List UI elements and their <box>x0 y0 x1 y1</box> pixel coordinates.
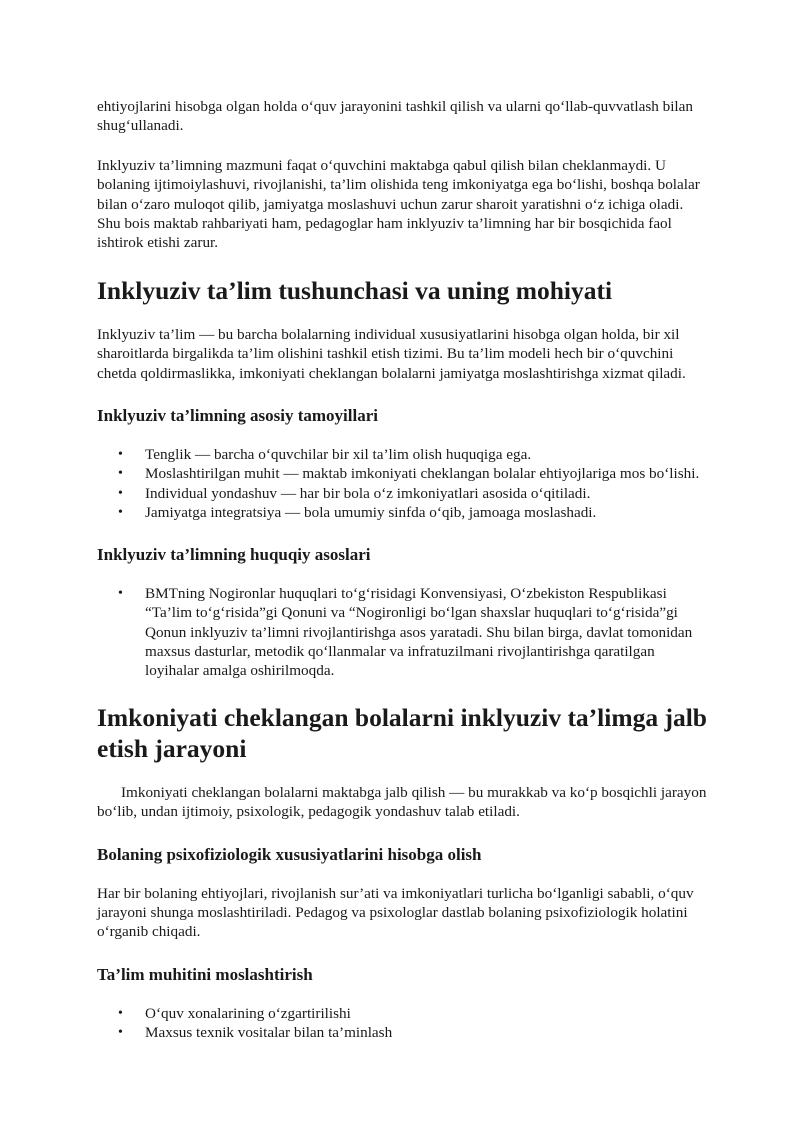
list-item: • Individual yondashuv — har bir bola o‘z imkoniyatlari asosida o‘qitiladi. <box>97 484 707 503</box>
section-2-heading: Imkoniyati cheklangan bolalarni inklyuziv ta’limga jalb etish jarayoni <box>97 702 707 763</box>
list-item: • Moslashtirilgan muhit — maktab imkoniyati cheklangan bolalar ehtiyojlariga mos bo‘lishi. <box>97 464 707 483</box>
environment-heading: Ta’lim muhitini moslashtirish <box>97 964 313 984</box>
principles-list <box>97 445 707 523</box>
intro-paragraph-2: Inklyuziv ta’limning mazmuni faqat o‘quvchini maktabga qabul qilish bilan cheklanmaydi. U bolaning ijtimoiylashuvi, rivojlanishi, ta’lim olishida teng imkoniyatga ega bo‘lishi, boshqa bolalar bilan o‘zaro muloqot qilib, jamiyatga moslashuvi uchun zarur sharoit yaratishni o‘z ichiga oladi. Shu bois maktab rahbariyati ham, pedagoglar ham inklyuziv ta’limning har bir bosqichida faol ishtirok etishi zarur. <box>97 156 700 252</box>
list-item: • BMTning Nogironlar huquqlari to‘g‘risidagi Konvensiyasi, O‘zbekiston Respublikasi “Ta’lim to‘g‘risida”gi Qonuni va “Nogironligi bo‘lgan shaxslar huquqlari to‘g‘risida”gi Qonun inklyuziv ta’limni rivojlantirishga asos yaratadi. Shu bilan birga, davlat tomonidan maxsus dasturlar, metodik qo‘llanmalar va infratuzilmani rivojlantirishga qaratilgan loyihalar amalga oshirilmoqda. <box>97 584 707 681</box>
psychophysiology-heading: Bolaning psixofiziologik xususiyatlarini hisobga olish <box>97 844 482 864</box>
list-item: • Tenglik — barcha o‘quvchilar bir xil ta’lim olish huquqiga ega. <box>97 445 707 464</box>
list-item: • Maxsus texnik vositalar bilan ta’minlash <box>97 1023 707 1042</box>
section-1-paragraph: Inklyuziv ta’lim — bu barcha bolalarning individual xususiyatlarini hisobga olgan holda, bir xil sharoitlarda birgalikda ta’lim olishini tashkil etish tizimi. Bu ta’lim modeli hech bir o‘quvchini chetda qoldirmaslikka, imkoniyati cheklangan bolalarni jamiyatga moslashtirishga xizmat qiladi. <box>97 325 686 382</box>
psychophysiology-paragraph: Har bir bolaning ehtiyojlari, rivojlanish sur’ati va imkoniyatlari turlicha bo‘lganligi sababli, o‘quv jarayoni shunga moslashtiriladi. Pedagog va psixologlar dastlab bolaning psixofiziologik holatini o‘rganib chiqadi. <box>97 884 694 941</box>
intro-paragraph-1: ehtiyojlarini hisobga olgan holda o‘quv jarayonini tashkil qilish va ularni qo‘llab-quvvatlash bilan shug‘ullanadi. <box>97 98 693 135</box>
list-item: • Jamiyatga integratsiya — bola umumiy sinfda o‘qib, jamoaga moslashadi. <box>97 503 707 522</box>
legal-basis-list <box>97 584 707 681</box>
legal-basis-heading: Inklyuziv ta’limning huquqiy asoslari <box>97 544 371 564</box>
principles-heading: Inklyuziv ta’limning asosiy tamoyillari <box>97 406 378 426</box>
section-1-heading: Inklyuziv ta’lim tushunchasi va uning mohiyati <box>97 275 613 305</box>
list-item: • O‘quv xonalarining o‘zgartirilishi <box>97 1004 707 1023</box>
environment-list <box>97 1004 707 1043</box>
section-2-paragraph: Imkoniyati cheklangan bolalarni maktabga jalb qilish — bu murakkab va ko‘p bosqichli jarayon bo‘lib, undan ijtimoiy, psixologik, pedagogik yondashuv talab etiladi. <box>97 783 707 821</box>
document-page <box>97 97 707 1043</box>
